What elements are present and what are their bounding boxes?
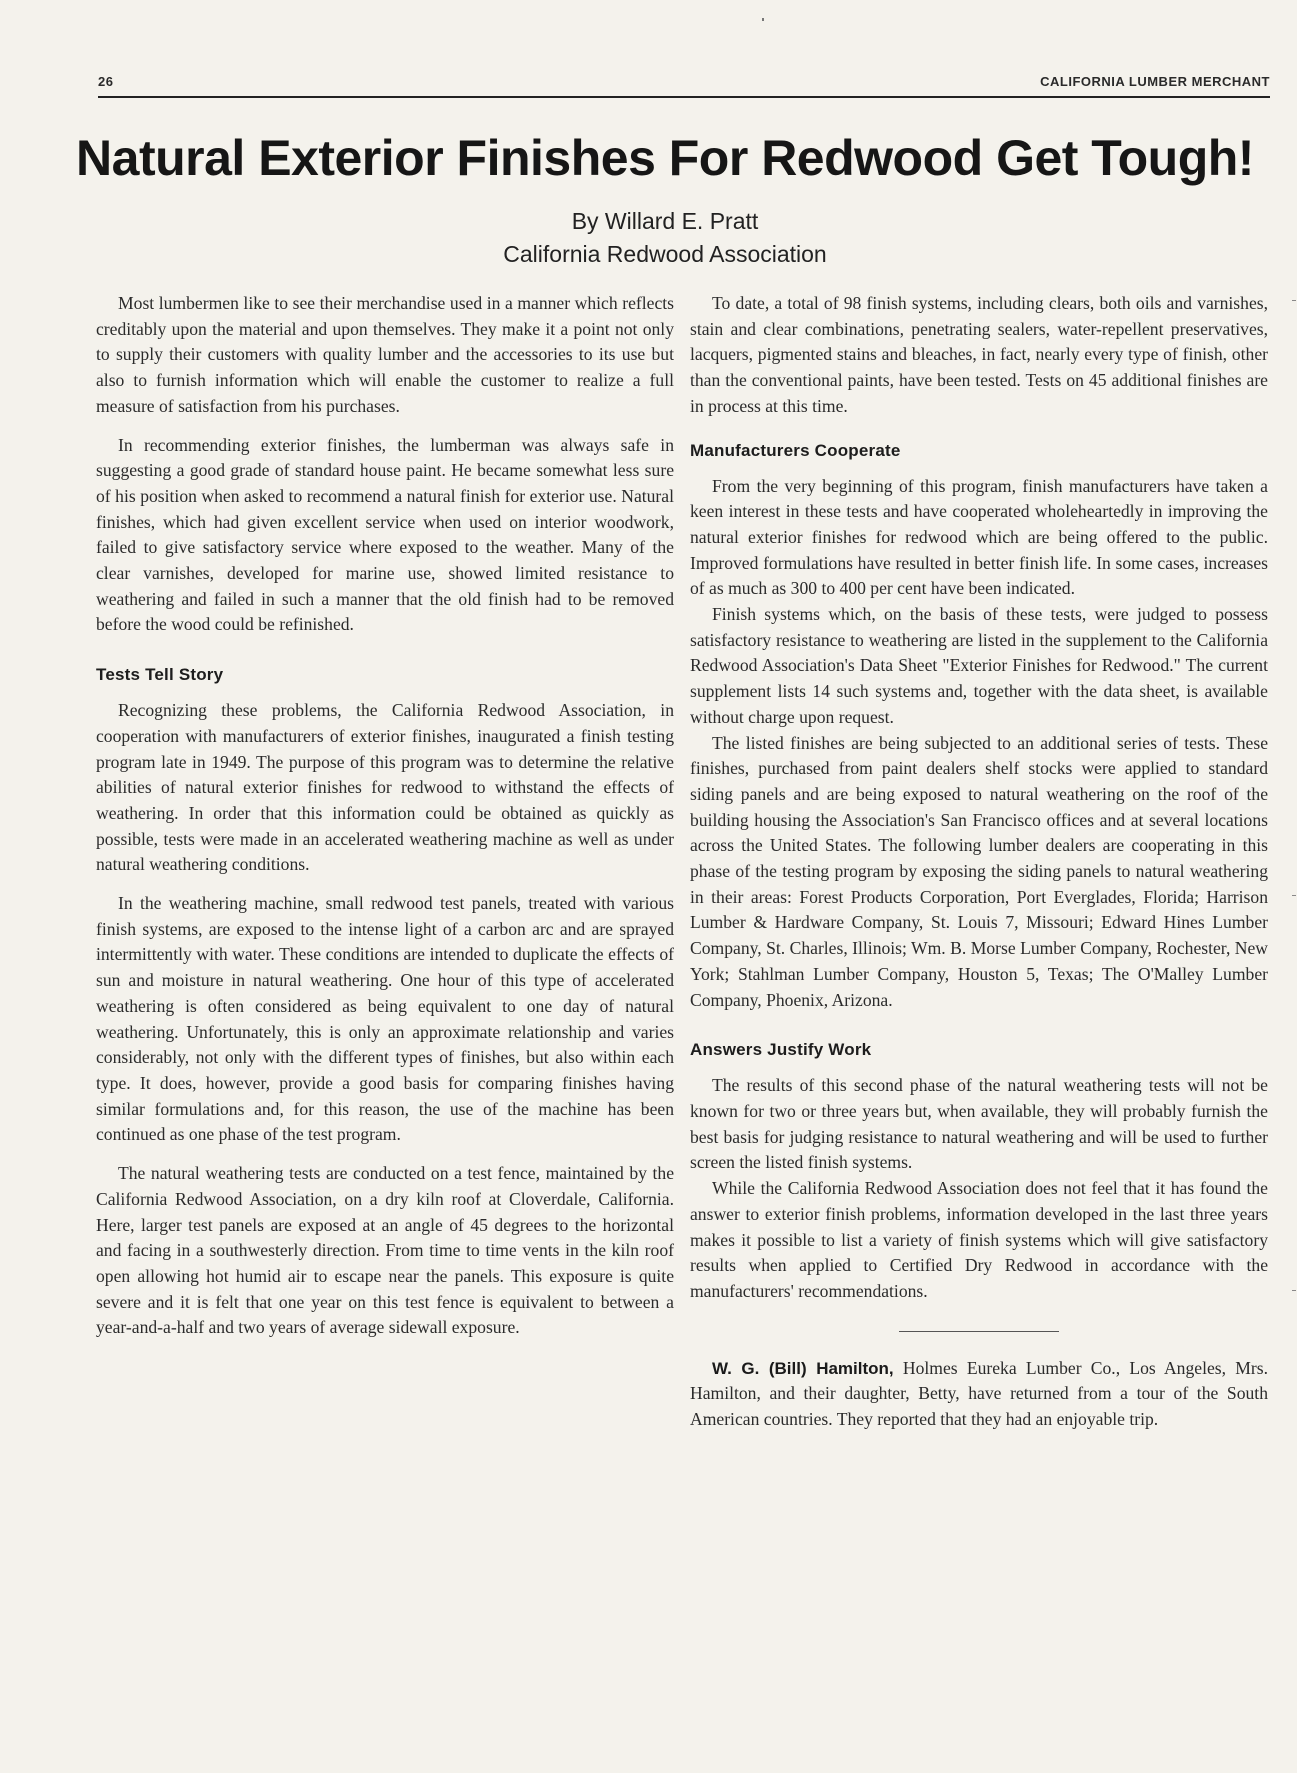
article-paragraph: Most lumbermen like to see their merchandise used in a manner which reflects creditably upon the material and upon themselves. They make it a point not only to supply their customers with quality lumber and the accessories to its use but also to furnish information which will enable the customer to realize a full measure of satisfaction from his purchases. <box>96 293 674 416</box>
article-byline <box>60 205 1270 271</box>
article-paragraph: While the California Redwood Association does not feel that it has found the answer to exterior finish problems, information developed in the last three years makes it possible to list a variety of finish systems which will give satisfactory results when applied to Certified Dry Redwood in accordance with the manufacturers' recommendations. <box>690 1178 1268 1301</box>
subhead-tests-tell-story: Tests Tell Story <box>96 665 224 685</box>
section-divider <box>899 1331 1059 1332</box>
page-number: 26 <box>98 74 114 89</box>
news-item <box>690 1356 1268 1433</box>
article-paragraph: The results of this second phase of the natural weathering tests will not be known for two or three years but, when available, they will probably furnish the best basis for judging resistance to natural weathering and will be used to further screen the listed finish systems. <box>690 1075 1268 1173</box>
article-paragraph: Finish systems which, on the basis of these tests, were judged to possess satisfactory resistance to weathering are listed in the supplement to the California Redwood Association's Data Sheet "Exterior Finishes for Redwood." The current supplement lists 14 such systems and, together with the data sheet, is available without charge upon request. <box>690 604 1268 727</box>
article-paragraph: The natural weathering tests are conducted on a test fence, maintained by the California Redwood Association, on a dry kiln roof at Cloverdale, California. Here, larger test panels are exposed at an angle of 45 degrees to the horizontal and facing in a southwesterly direction. From time to time vents in the kiln roof open allowing hot humid air to escape near the panels. This exposure is quite severe and it is felt that one year on this test fence is equivalent to between a year-and-a-half and two years of average sidewall exposure. <box>96 1163 674 1338</box>
article-title: Natural Exterior Finishes For Redwood Get Tough! <box>76 130 1254 186</box>
margin-tick <box>1292 300 1296 301</box>
margin-tick <box>1292 1290 1296 1291</box>
article-paragraph: The listed finishes are being subjected to an additional series of tests. These finishes, purchased from paint dealers shelf stocks were applied to standard siding panels and are being exposed to natural weathering on the roof of the building housing the Association's San Francisco offices and at several locations across the United States. The following lumber dealers are cooperating in this phase of the testing program by exposing the siding panels to natural weathering in their areas: Forest Products Corporation, Port Everglades, Florida; Harrison Lumber & Hardware Company, St. Louis 7, Missouri; Edward Hines Lumber Company, St. Charles, Illinois; Wm. B. Morse Lumber Company, Rochester, New York; Stahlman Lumber Company, Houston 5, Texas; The O'Malley Lumber Company, Phoenix, Arizona. <box>690 732 1268 1010</box>
margin-tick <box>1292 895 1296 896</box>
subhead-answers-justify-work: Answers Justify Work <box>690 1040 872 1060</box>
author-line: By Willard E. Pratt <box>571 208 759 234</box>
print-speck <box>762 18 764 21</box>
article-paragraph: In recommending exterior finishes, the lumberman was always safe in suggesting a good grade of standard house paint. He became somewhat less sure of his position when asked to recommend a natural finish for exterior use. Natural finishes, which had given excellent service when used on interior woodwork, failed to give satisfactory service where exposed to the weather. Many of the clear varnishes, developed for marine use, showed limited resistance to weathering and failed in such a manner that the old finish had to be removed before the wood could be refinished. <box>96 434 674 635</box>
article-paragraph: From the very beginning of this program, finish manufacturers have taken a keen interest in these tests and have cooperated wholeheartedly in improving the natural exterior finishes for redwood which are being offered to the public. Improved formulations have resulted in better finish life. In some cases, increases of as much as 300 to 400 per cent have been indicated. <box>690 475 1268 599</box>
article-paragraph: To date, a total of 98 finish systems, including clears, both oils and varnishes, stain and clear combinations, penetrating sealers, water-repellent preservatives, lacquers, pigmented stains and bleaches, in fact, nearly every type of finish, other than the conventional paints, have been tested. Tests on 45 additional finishes are in process at this time. <box>690 293 1268 416</box>
left-column <box>96 291 674 1354</box>
right-column <box>690 291 1268 1446</box>
running-header <box>98 72 1270 98</box>
publication-name: CALIFORNIA LUMBER MERCHANT <box>1040 74 1270 89</box>
news-item-body: Holmes Eureka Lumber Co., Los Angeles, Mrs. Hamilton, and their daughter, Betty, have returned from a tour of the South American countries. They reported that they had an enjoyable trip. <box>690 1357 1268 1430</box>
article-paragraph: Recognizing these problems, the California Redwood Association, in cooperation with manufacturers of exterior finishes, inaugurated a finish testing program late in 1949. The purpose of this program was to determine the relative abilities of natural exterior finishes for redwood to withstand the effects of weathering. In order that this information could be obtained as quickly as possible, tests were made in an accelerated weathering machine as well as under natural weathering conditions. <box>96 700 674 875</box>
subhead-manufacturers-cooperate: Manufacturers Cooperate <box>690 440 901 460</box>
author-affiliation: California Redwood Association <box>503 241 827 267</box>
news-item-lead: W. G. (Bill) Hamilton, <box>712 1358 894 1378</box>
article-paragraph: In the weathering machine, small redwood test panels, treated with various finish systems, are exposed to the intense light of a carbon arc and are sprayed intermittently with water. These conditions are intended to duplicate the effects of sun and moisture in natural weathering. One hour of this type of accelerated weathering is often considered as being equivalent to one day of natural weathering. Unfortunately, this is only an approximate relationship and varies considerably, not only with the different types of finishes, but also within each type. It does, however, provide a good basis for comparing finishes having similar formulations and, for this reason, the use of the machine has been continued as one phase of the test program. <box>96 893 674 1145</box>
